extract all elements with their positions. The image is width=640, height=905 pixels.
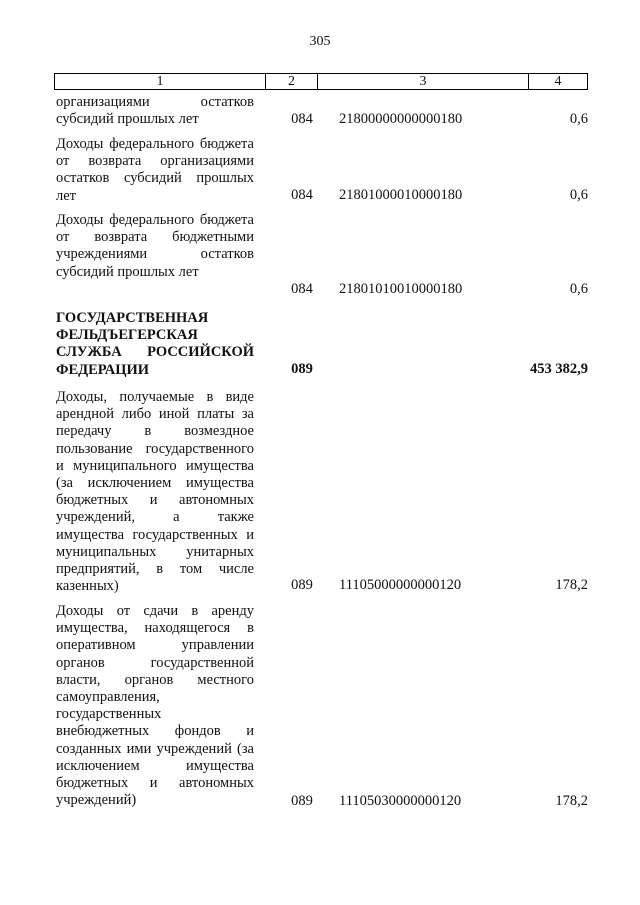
row-kbk: 11105030000000120 [339, 793, 462, 809]
page-number: 305 [309, 34, 331, 49]
row-description: организациями остатков субсидий прошлых лет [56, 94, 254, 128]
row-amount: 0,6 [569, 187, 588, 203]
row-description: Доходы федерального бюджета от возврата бюджетными учреждениями остатков субсидий прошлых лет [56, 212, 254, 280]
row-code: 089 [291, 577, 313, 593]
row-kbk: 11105000000000120 [339, 577, 462, 593]
row-amount: 178,2 [555, 793, 588, 809]
row-amount: 453 382,9 [530, 361, 588, 377]
row-kbk: 21800000000000180 [339, 111, 463, 127]
header-col-2: 2 [266, 74, 318, 89]
row-code: 084 [291, 111, 313, 127]
row-description: Доходы федерального бюджета от возврата организациями остатков субсидий прошлых лет [56, 136, 254, 204]
row-description: Доходы от сдачи в аренду имущества, находящегося в оперативном управлении органов государственной власти, органов местного самоуправления, государственных внебюджетных фондов и созданных ими учреждений (за исключением имущества бюджетных и автономных учреждений) [56, 603, 254, 809]
header-col-4: 4 [554, 74, 562, 89]
table-row [56, 310, 588, 380]
row-kbk: 21801010010000180 [339, 281, 463, 297]
row-amount: 0,6 [569, 281, 588, 297]
row-amount: 0,6 [569, 111, 588, 127]
table-row [56, 212, 588, 300]
header-col-1: 1 [55, 74, 266, 89]
table-row [56, 136, 588, 206]
row-amount: 178,2 [555, 577, 588, 593]
row-code: 089 [291, 361, 313, 377]
table-row [56, 603, 588, 813]
table-row [56, 94, 588, 130]
row-description: ГОСУДАРСТВЕННАЯ ФЕЛЬДЪЕГЕРСКАЯ СЛУЖБА РОССИЙСКОЙ ФЕДЕРАЦИИ [56, 310, 254, 378]
row-code: 084 [291, 281, 313, 297]
row-code: 089 [291, 793, 313, 809]
table-header [54, 73, 588, 90]
table-row [56, 389, 588, 599]
row-description: Доходы, получаемые в виде арендной либо иной платы за передачу в возмездное пользование государственного и муниципального имущества (за исключением имущества бюджетных и автономных учреждений, а также имущества государственных и муниципальных унитарных предприятий, в том числе казенных) [56, 389, 254, 595]
header-col-3: 3 [318, 74, 529, 89]
row-kbk: 21801000010000180 [339, 187, 463, 203]
row-code: 084 [291, 187, 313, 203]
